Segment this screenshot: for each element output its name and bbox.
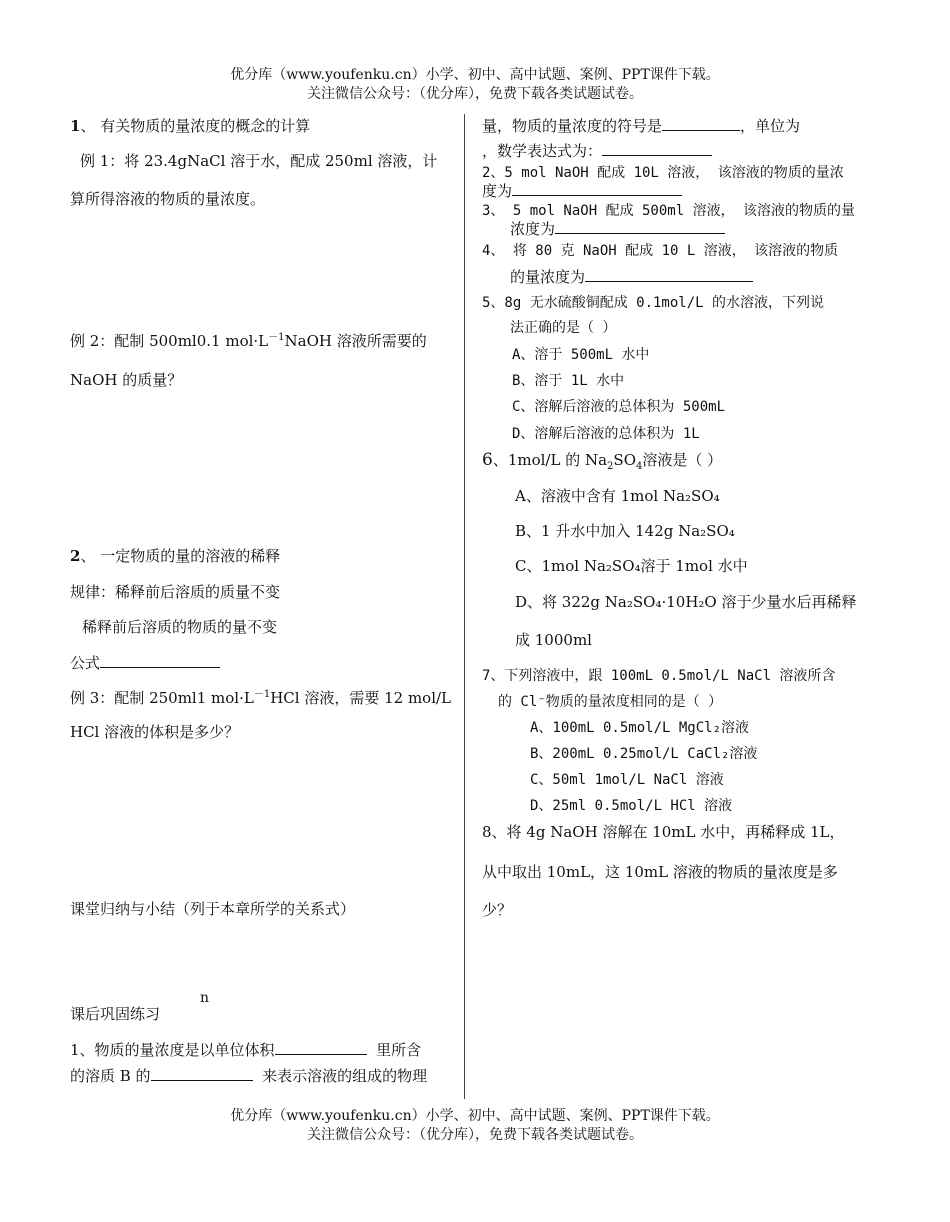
- q5-stem-line-1: 5、8g 无水硫酸铜配成 0.1mol/L 的水溶液，下列说: [482, 295, 825, 311]
- q5-option-c: C、溶解后溶液的总体积为 500mL: [512, 399, 726, 415]
- rule-line-1: 规律：稀释前后溶质的质量不变: [70, 583, 281, 601]
- q6-option-c: C、1mol Na₂SO₄溶于 1mol 水中: [515, 557, 748, 575]
- footer-line-1: 优分库（www.youfenku.cn）小学、初中、高中试题、案例、PPT课件下载。: [230, 1108, 720, 1124]
- blank-solute-amount[interactable]: [151, 1066, 253, 1081]
- q7-option-d: D、25ml 0.5mol/L HCl 溶液: [530, 798, 733, 814]
- q5-option-b: B、溶于 1L 水中: [512, 373, 625, 389]
- header-line-1: 优分库（www.youfenku.cn）小学、初中、高中试题、案例、PPT课件下载。: [230, 67, 720, 83]
- rule-line-2: 稀释前后溶质的物质的量不变: [82, 618, 278, 636]
- q7-option-c: C、50ml 1mol/L NaCl 溶液: [530, 772, 724, 788]
- q3-blank[interactable]: [555, 219, 725, 234]
- section-2-heading: 2、 一定物质的量的溶液的稀释: [70, 547, 281, 565]
- example-3-line-1: 例 3：配制 250ml1 $mol\cdot L^{-1}HCl$ 溶液，需要 12 mol/L: [70, 689, 452, 707]
- example-2-line-1: 例 2：配制 500ml0.1 $mol\cdot L^{-1}NaOH$ 溶液所需要的: [70, 332, 427, 350]
- q5-option-a: A、溶于 500mL 水中: [512, 347, 650, 363]
- blank-symbol[interactable]: [662, 116, 740, 131]
- practice-q1-line-2: 的溶质 B 的 来表示溶液的组成的物理: [70, 1067, 428, 1085]
- practice-q1-line-3: 量，物质的量浓度的符号是 ，单位为: [482, 117, 801, 135]
- q2-line-2: 度为: [482, 181, 682, 201]
- summary-heading: 课堂归纳与小结（列于本章所学的关系式）: [70, 900, 356, 918]
- q7-stem-line-2: 的 Cl⁻物质的量浓度相同的是（ ）: [498, 694, 723, 710]
- stray-n-mark: n: [200, 990, 210, 1006]
- example-1-line-2: 算所得溶液的物质的量浓度。: [70, 190, 266, 208]
- q6-option-d-line-2: 成 1000ml: [515, 631, 592, 649]
- q8-line-2: 从中取出 10mL，这 10mL 溶液的物质的量浓度是多: [482, 863, 838, 881]
- q4-line-2: 的量浓度为: [510, 267, 753, 287]
- footer-line-2: 关注微信公众号：（优分库），免费下载各类试题试卷。: [307, 1127, 643, 1143]
- q5-option-d: D、溶解后溶液的总体积为 1L: [512, 426, 700, 442]
- q2-blank[interactable]: [512, 181, 682, 196]
- practice-q1-line-4: ，数学表达式为：: [482, 141, 712, 161]
- q3-line-2: 浓度为: [510, 219, 725, 239]
- practice-q1-line-1: 1、物质的量浓度是以单位体积 里所含: [70, 1041, 422, 1059]
- blank-unit-volume[interactable]: [275, 1040, 367, 1055]
- formula-blank[interactable]: [100, 653, 220, 668]
- q5-stem-line-2: 法正确的是（ ）: [510, 320, 617, 336]
- q6-stem: 6、1mol/L 的 $Na_2SO_4$溶液是（ ）: [482, 450, 723, 472]
- blank-expression[interactable]: [602, 141, 712, 156]
- q7-stem-line-1: 7、下列溶液中，跟 100mL 0.5mol/L NaCl 溶液所含: [482, 668, 836, 684]
- example-2-line-2: NaOH 的质量？: [70, 371, 183, 389]
- column-divider: [464, 114, 465, 1099]
- q3-line-1: 3、 5 mol NaOH 配成 500ml 溶液， 该溶液的物质的量: [482, 203, 856, 219]
- q8-line-3: 少？: [482, 901, 513, 919]
- q4-blank[interactable]: [585, 267, 753, 282]
- practice-heading: 课后巩固练习: [70, 1005, 161, 1023]
- header-line-2: 关注微信公众号：（优分库），免费下载各类试题试卷。: [307, 86, 643, 102]
- q7-option-b: B、200mL 0.25mol/L CaCl₂溶液: [530, 746, 758, 762]
- section-1-heading: 1、 有关物质的量浓度的概念的计算: [70, 117, 311, 135]
- q6-option-b: B、1 升水中加入 142g Na₂SO₄: [515, 522, 735, 540]
- q6-option-d-line-1: D、将 322g Na₂SO₄·10H₂O 溶于少量水后再稀释: [515, 593, 857, 611]
- example-3-line-2: HCl 溶液的体积是多少？: [70, 723, 240, 741]
- q6-option-a: A、溶液中含有 1mol Na₂SO₄: [515, 487, 720, 505]
- q4-line-1: 4、 将 80 克 NaOH 配成 10 L 溶液， 该溶液的物质: [482, 243, 839, 259]
- q2-line-1: 2、5 mol NaOH 配成 10L 溶液， 该溶液的物质的量浓: [482, 165, 844, 181]
- q8-line-1: 8、将 4g NaOH 溶解在 10mL 水中，再稀释成 1L，: [482, 823, 845, 841]
- example-1-line-1: 例 1：将 23.4gNaCl 溶于水，配成 250ml 溶液，计: [80, 152, 438, 170]
- formula-line: 公式: [70, 653, 220, 673]
- q7-option-a: A、100mL 0.5mol/L MgCl₂溶液: [530, 720, 750, 736]
